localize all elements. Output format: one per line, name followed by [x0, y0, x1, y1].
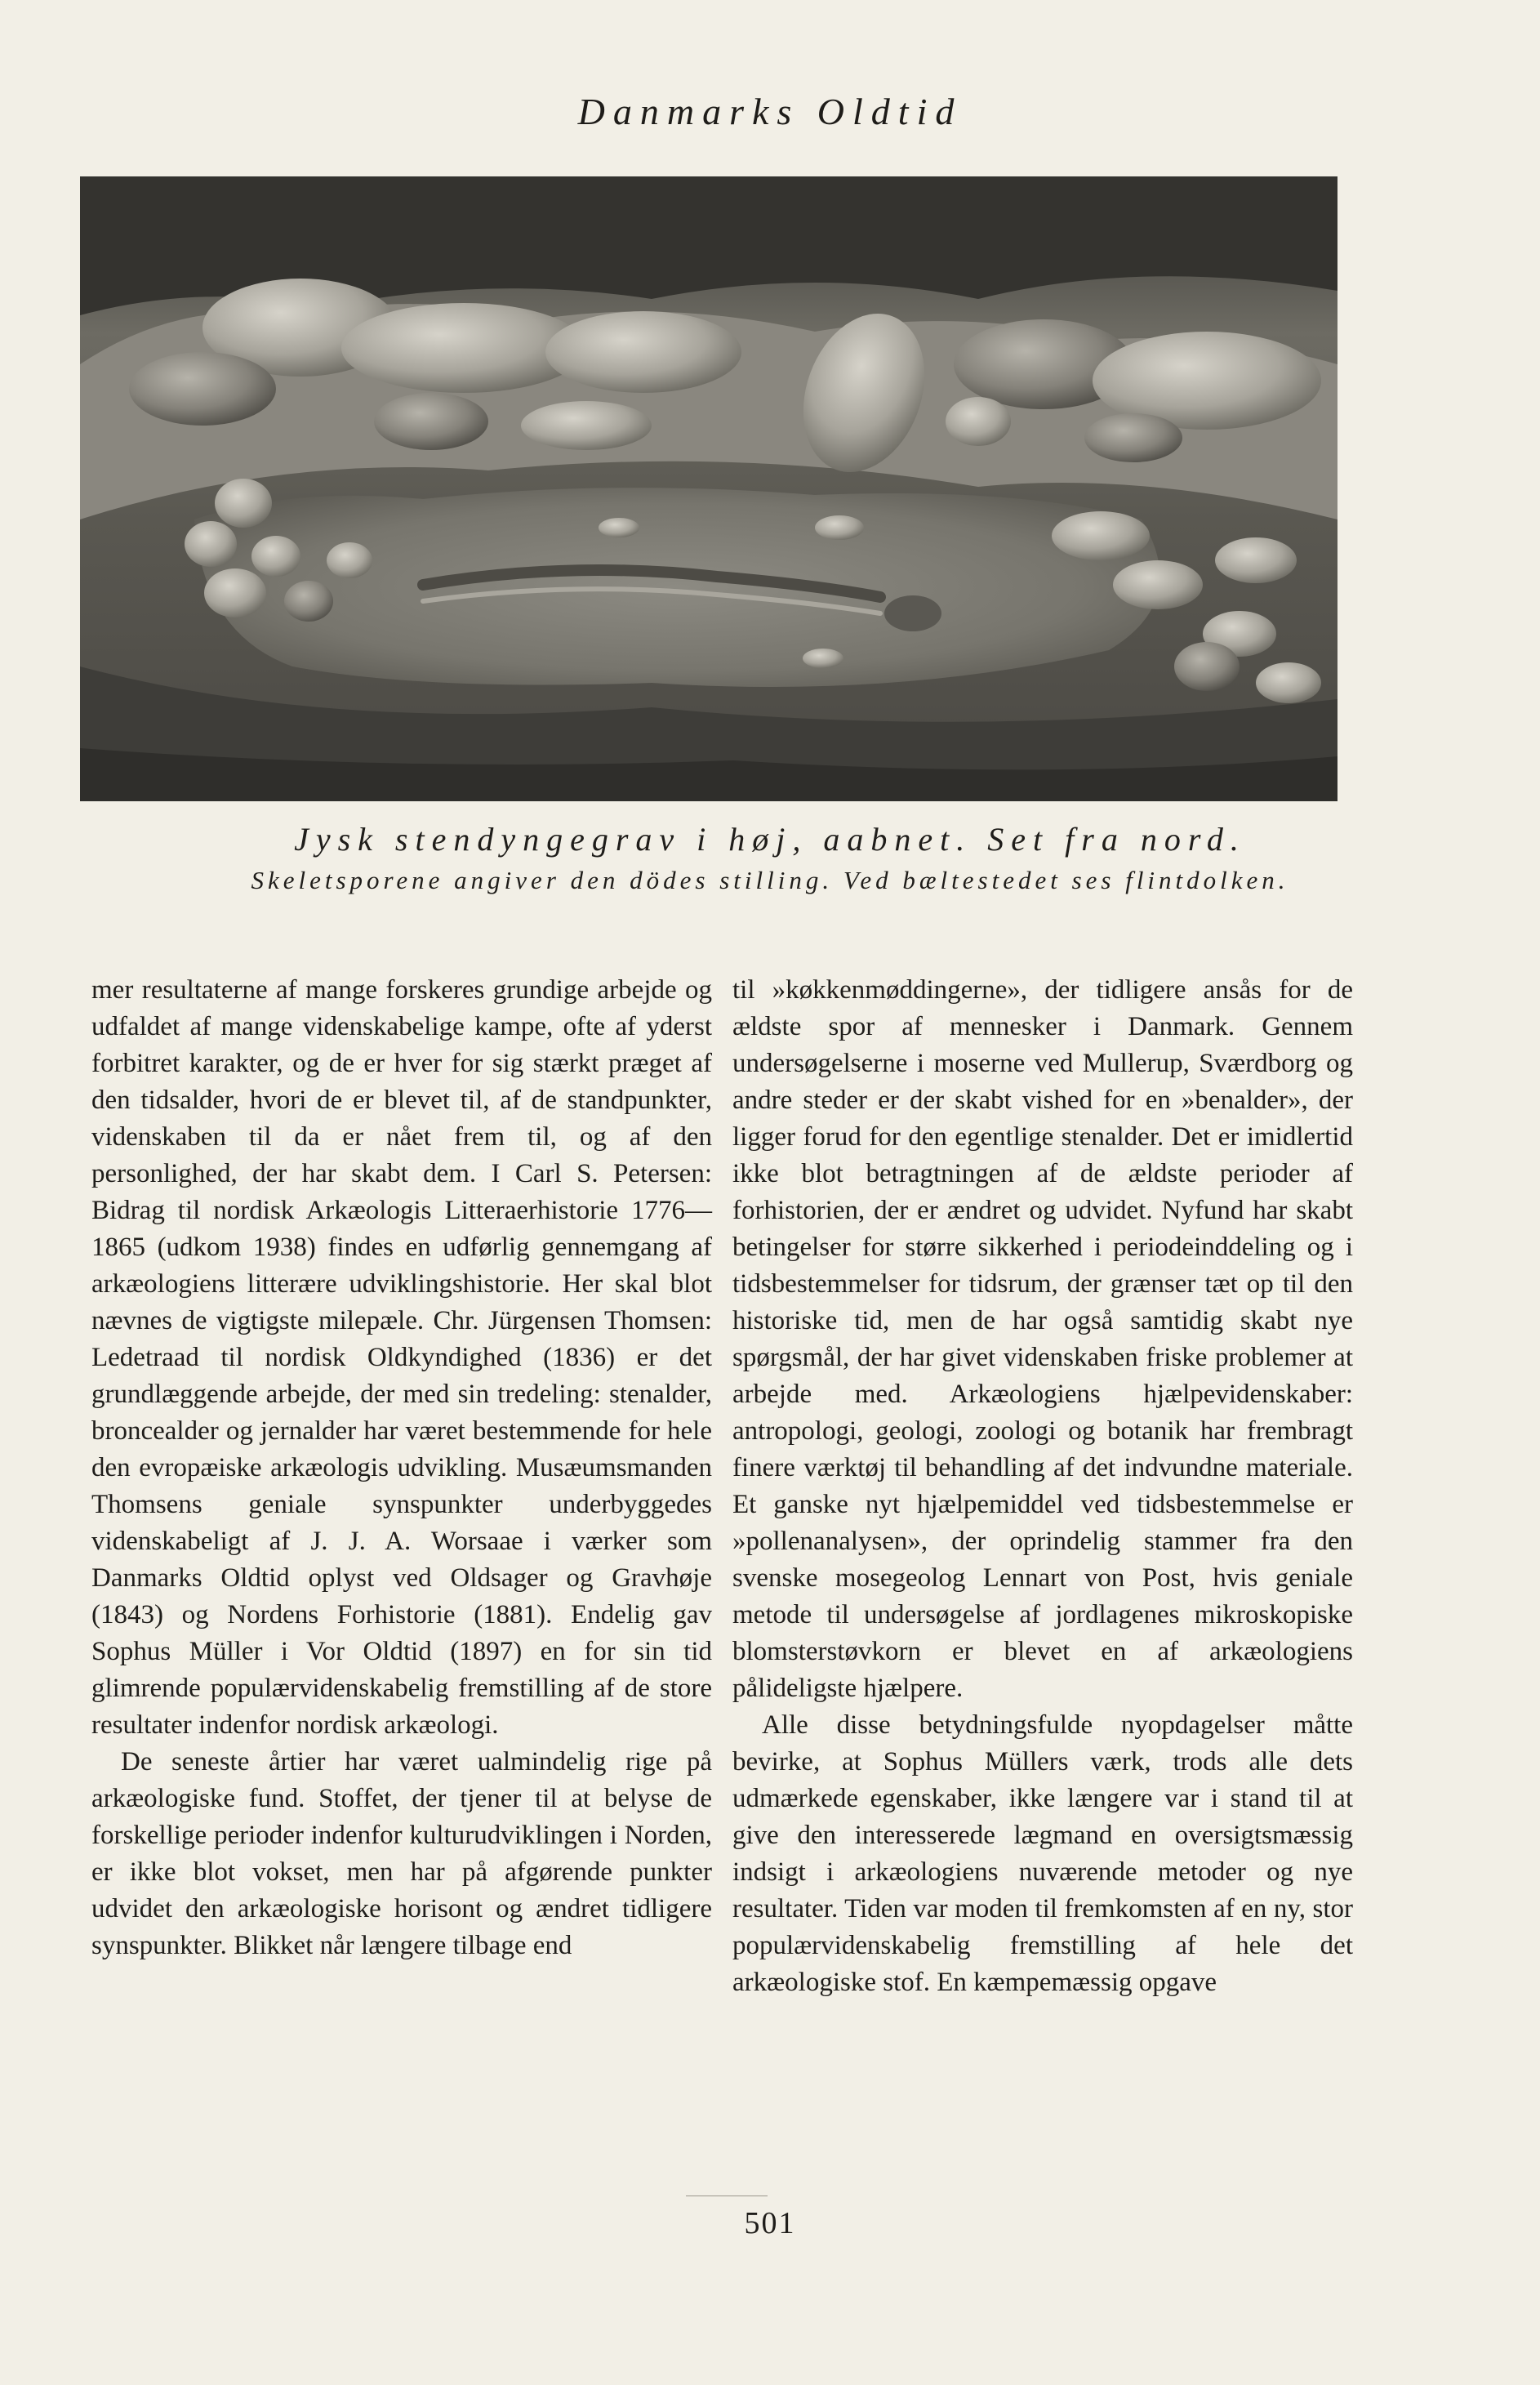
paragraph: til »køkkenmøddingerne», der tidligere ansås for de ældste spor af mennesker i Danmark. Gennem undersøgelserne i moserne ved Mullerup, Sværdborg og andre steder er der skabt vished for en »benalder», der ligger forud for den egentlige stenalder. Det er imidlertid ikke blot betragtningen af de ældste perioder af forhistorien, der er ændret og udvidet. Nyfund har skabt betingelser for større sikkerhed i periodeinddeling og i tidsbestemmelser for tidsrum, der grænser tæt op til den historiske tid, men de har også samtidig skabt nye spørgsmål, der har givet videnskaben friske problemer at arbejde med. Arkæologiens hjælpevidenskaber: antropologi, geologi, zoologi og botanik har frembragt finere værktøj til behandling af det indvundne materiale. Et ganske nyt hjælpemiddel ved tidsbestemmelse er »pollenanalysen», der oprindelig stammer fra den svenske mosegeolog Lennart von Post, hvis geniale metode til undersøgelse af jordlagenes mikroskopiske blomsterstøvkorn er blevet en af arkæologiens pålideligste hjælpere. — [732, 975, 1353, 1703]
figure-caption-line-1: Jysk stendyngegrav i høj, aabnet. Set fra nord. — [294, 821, 1246, 858]
paragraph: De seneste årtier har været ualmindelig rige på arkæologiske fund. Stoffet, der tjener til at belyse de forskellige perioder indenfor kulturudviklingen i Norden, er ikke blot vokset, men har på afgørende punkter udvidet den arkæologiske horisont og ændret tidligere synspunkter. Blikket når længere tilbage end — [91, 1747, 712, 1960]
paragraph: mer resultaterne af mange forskeres grundige arbejde og udfaldet af mange videnskabelige kampe, ofte af yderst forbitret karakter, og de er hver for sig stærkt præget af den tidsalder, hvori de er blevet til, af de standpunkter, videnskaben til da er nået frem til, og af den personlighed, der har skabt dem. I Carl S. Petersen: Bidrag til nordisk Arkæologis Litteraerhistorie 1776—1865 (udkom 1938) findes en udførlig gennemgang af arkæologiens litterære udviklingshistorie. Her skal blot nævnes de vigtigste milepæle. Chr. Jürgensen Thomsen: Ledetraad til nordisk Oldkyndighed (1836) er det grundlæggende arbejde, der med sin tredeling: stenalder, broncealder og jernalder har været bestemmende for hele den evropæiske arkæologis udvikling. Musæumsmanden Thomsens geniale synspunkter underbyggedes videnskabeligt af J. J. A. Worsaae i værker som Danmarks Oldtid oplyst ved Oldsager og Gravhøje (1843) og Nordens Forhistorie (1881). Endelig gav Sophus Müller i Vor Oldtid (1897) en for sin tid glimrende populærvidenskabelig fremstilling af de store resultater indenfor nordisk arkæologi. — [91, 975, 712, 1740]
text-column-left — [91, 972, 712, 1964]
paragraph: Alle disse betydningsfulde nyopdagelser måtte bevirke, at Sophus Müllers værk, trods alle dets udmærkede egenskaber, ikke længere var i stand til at give den interesserede lægmand en oversigtsmæssig indsigt i arkæologiens nuværende metoder og nye resultater. Tiden var moden til fremkomsten af en ny, stor populærvidenskabelig fremstilling af hele det arkæologiske stof. En kæmpemæssig opgave — [732, 1710, 1353, 1997]
figure-caption-line-2: Skeletsporene angiver den dödes stilling. Ved bæltestedet ses flintdolken. — [251, 866, 1289, 894]
excavation-photo — [80, 176, 1337, 801]
page-number: 501 — [744, 2206, 796, 2240]
text-column-right — [732, 972, 1353, 2001]
running-head: Danmarks Oldtid — [577, 91, 963, 132]
